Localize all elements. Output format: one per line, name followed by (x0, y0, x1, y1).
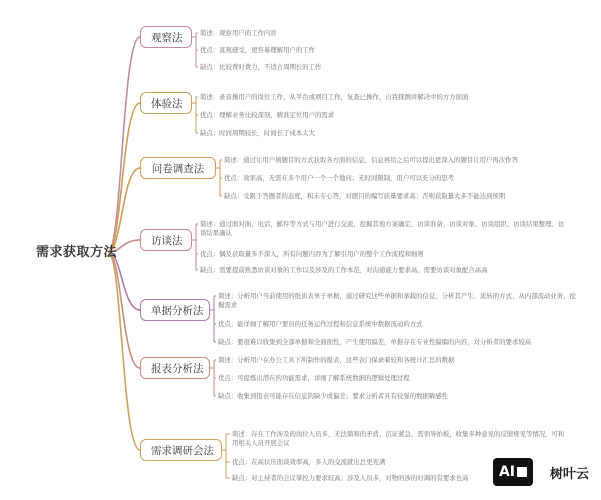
connector-line (108, 252, 140, 310)
method-detail-line: 优点：在高状压面谈效率高，多人的交流就出总更充满 (232, 459, 386, 466)
connector-line (108, 103, 140, 252)
method-detail-line: 缺点：受限于答题者的态度，积未专心答，对题目的编写质量要求高；否则获取量大多不能达到预期 (224, 193, 506, 200)
method-detail-line: 优点：可提炼出潜在的功能需求，详细了解系统数据的逻辑处理过程 (218, 375, 410, 382)
method-detail-line: 优点：直观感受，更容易理解用户的工作 (200, 47, 316, 54)
method-detail-line: 优点：效率高，无需在多个用户一个一个地问；无时间限制，用户可以充分的思考 (224, 175, 455, 182)
method-detail-line: 缺点：需要提前熟悉访谈对象的工作以及涉及的工作本范，对沟通能力要求高，需要访谈对象配合高高 (200, 267, 488, 274)
method-detail-line: 缺点：要很难以收集到全部单据和全面面性，产生使用偏差，单据存在专业性偏编的内容，对分析者的要求较高 (218, 339, 532, 346)
connector-line (108, 252, 140, 450)
method-detail-line: 优点：偶及获取量多不深入，所有问题内容为了解引用户的整个工作流程和细则 (200, 251, 424, 258)
watermark-brand: 树叶云 (549, 467, 589, 482)
method-detail-line: 优点：理解业务比较深刻，精准定位用户的需求 (200, 112, 335, 119)
root-topic[interactable]: 需求获取方法 (36, 244, 118, 259)
method-node[interactable]: 需求调研会法 (140, 439, 222, 461)
watermark-logo-text: AI (498, 464, 516, 480)
method-node[interactable]: 访谈法 (140, 229, 192, 251)
method-detail-line: 缺点：时间周期较长，时间长了成本太大 (200, 130, 316, 137)
method-node[interactable]: 报表分析法 (140, 357, 210, 379)
method-node[interactable]: 单据分析法 (140, 299, 210, 321)
watermark-logo-square-icon (517, 467, 527, 477)
connector-line (108, 252, 140, 368)
method-node[interactable]: 体验法 (140, 92, 192, 114)
method-node[interactable]: 问卷调查法 (140, 157, 216, 179)
method-detail-line: 简述：分析用户在办公工具下所制作的报表，这些表门保录着较和各统计汇总的数据 (218, 357, 455, 364)
method-detail-line: 缺点：收集到报表可能存在信息的缺少或偏差；要求分析者具有较强的数据敏感性 (218, 393, 449, 400)
method-detail-line: 简述：分析用户当前使用的纸质表单子单据，通过研究这些单据和承载的信息，分析其产生、流转的方式、从内部流动业务，挖掘需求 (218, 293, 576, 309)
method-detail-line: 缺点：对主持者的会议掌控力要求较高；涉及人员多，对物的涉的时调的有要求也高 (232, 475, 469, 482)
method-detail-line: 优点：能详细了解用户要员的任务运作过程和信息系统中数据流动的方式 (218, 321, 423, 328)
method-detail-line: 简述：录音操用户的岗位工作，从平台或项目工作，复查已操作，自我探测并解决中的方方面面 (200, 94, 469, 101)
watermark-logo (493, 458, 533, 486)
method-detail-line: 简述：存在工作涉及的岗位人员多，无法简和的矛盾，沉证紧急、需领导拍板，收集多种意见的反馈规见等情况，可和用相关人员开展会议 (232, 431, 565, 447)
method-detail-line: 缺点：比较费时费力，不适合周期长的工作 (200, 64, 322, 71)
method-node[interactable]: 观察法 (140, 26, 192, 48)
method-detail-line: 简述：观察用户的工作内容 (200, 30, 277, 37)
method-detail-line: 简述：通过让用户填题目的方式获取各方面的信息，信息再给之后可以提出更深入的题目让用户再次作答 (224, 157, 518, 164)
connector-line (108, 37, 140, 252)
connector-line (108, 168, 140, 252)
method-detail-line: 简述：通过面对面、电话、邮件等方式与用户进行交流，挖掘其他方案确定、访谈准备、访谈对象、访谈组织、访谈结果整理、访谈结果确认 (200, 221, 565, 237)
